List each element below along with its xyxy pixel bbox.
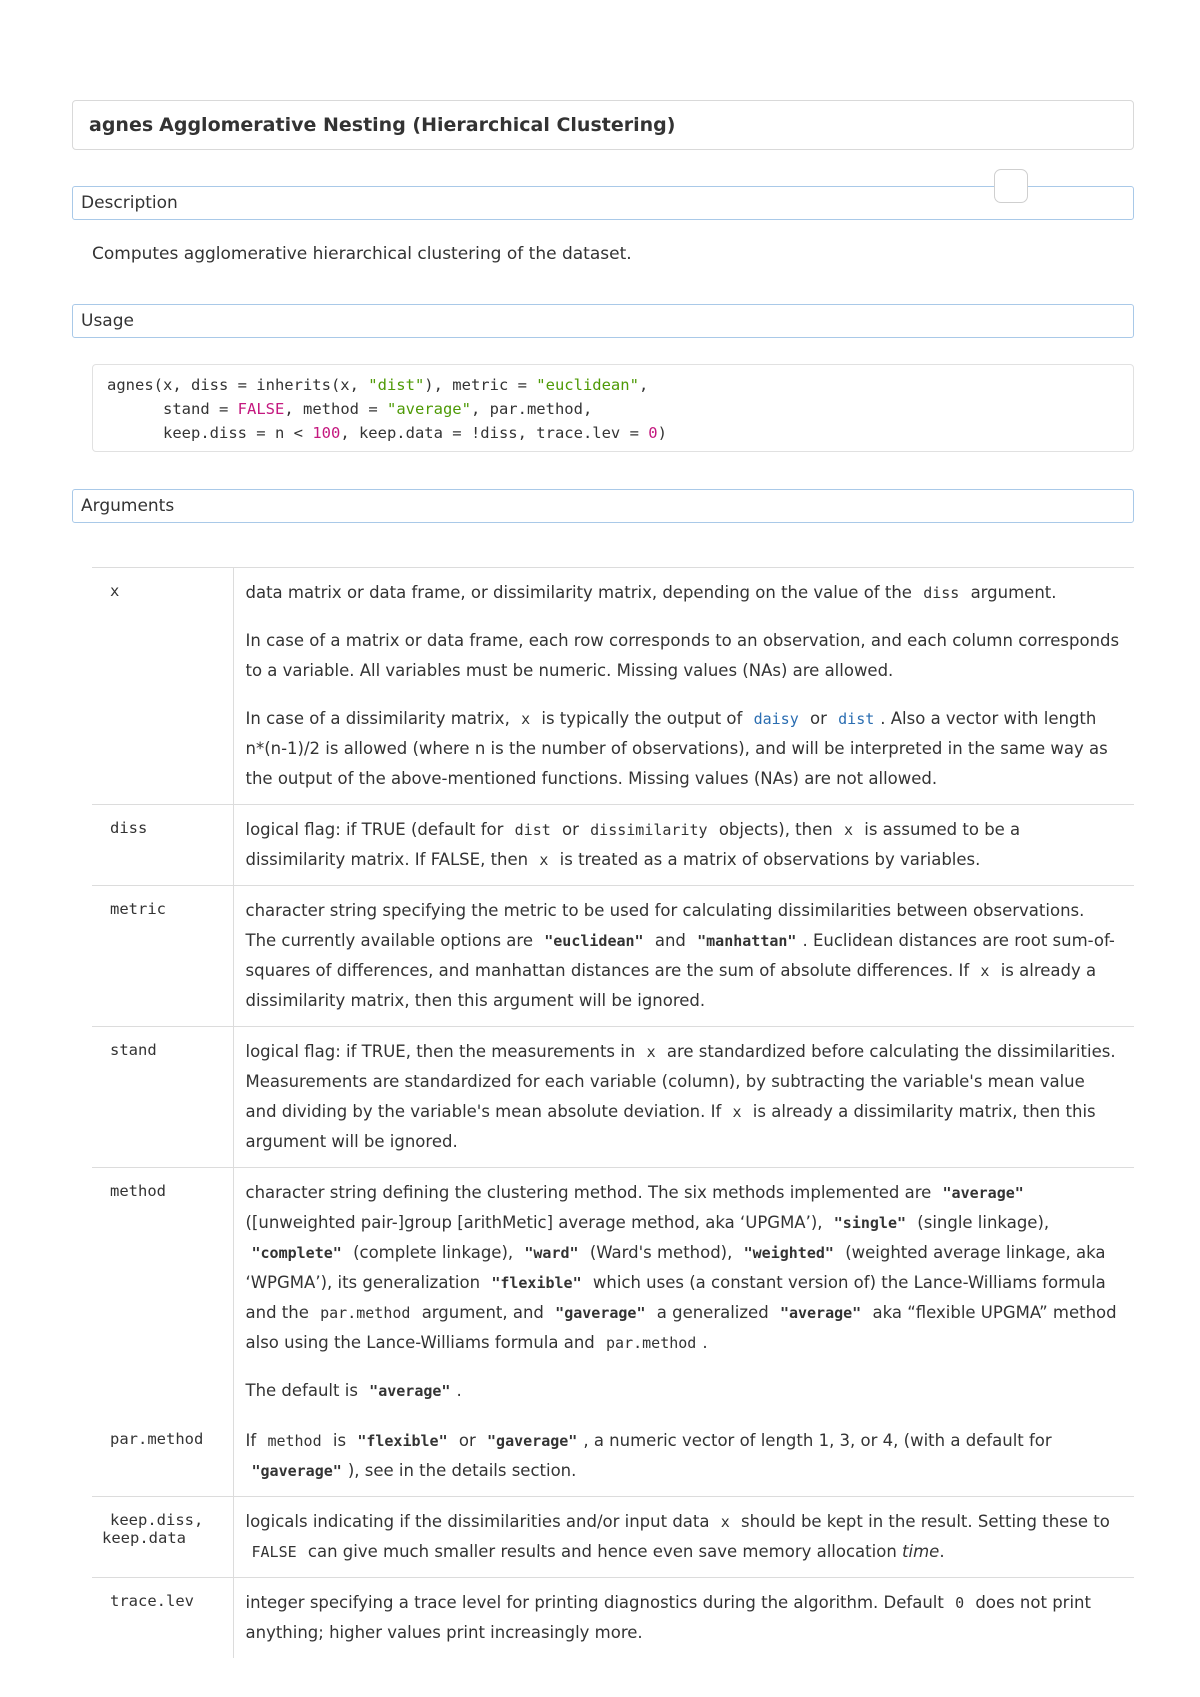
argument-name: stand bbox=[92, 1027, 233, 1168]
text: is already a dissimilarity matrix, then this argument will be ignored. bbox=[245, 1102, 1096, 1151]
text: is bbox=[332, 1431, 347, 1450]
daisy-link[interactable]: daisy bbox=[753, 710, 799, 728]
argument-name bbox=[92, 1497, 233, 1578]
argument-description bbox=[233, 1168, 1134, 1417]
inline-code: "average" bbox=[942, 1184, 1024, 1202]
text: does not print anything; higher values print increasingly more. bbox=[245, 1593, 1091, 1642]
argument-row-keep bbox=[92, 1497, 1134, 1578]
inline-code: x bbox=[843, 821, 853, 839]
code-string: "average" bbox=[386, 400, 471, 418]
inline-code: "complete" bbox=[251, 1244, 342, 1262]
text: objects), then bbox=[718, 820, 833, 839]
argument-row-diss bbox=[92, 805, 1134, 886]
inline-code: par.method bbox=[606, 1334, 697, 1352]
argument-name: par.method bbox=[92, 1416, 233, 1497]
function-name: agnes bbox=[89, 114, 154, 136]
argument-name: method bbox=[92, 1168, 233, 1417]
text: is typically the output of bbox=[541, 709, 743, 728]
code-number: 100 bbox=[312, 424, 341, 442]
description-text: Computes agglomerative hierarchical clustering of the dataset. bbox=[92, 244, 632, 264]
text: logicals indicating if the dissimilarities and/or input data bbox=[245, 1512, 710, 1531]
section-description-header[interactable]: Description bbox=[72, 186, 1134, 220]
code-string: "euclidean" bbox=[536, 376, 639, 394]
code-token: , bbox=[638, 376, 649, 394]
argument-row-metric bbox=[92, 886, 1134, 1027]
text: In case of a dissimilarity matrix, bbox=[245, 709, 510, 728]
inline-code: "flexible" bbox=[357, 1432, 448, 1450]
text: or bbox=[810, 709, 827, 728]
text: (single linkage), bbox=[917, 1213, 1050, 1232]
text: are standardized before calculating the dissimilarities. Measurements are standardized for each variable (column), by subtracting the variable's mean value and dividing by the variable's mean absolute deviation. If bbox=[245, 1042, 1116, 1121]
argument-description bbox=[233, 1416, 1134, 1497]
text: a generalized bbox=[656, 1303, 769, 1322]
inline-code: dist bbox=[514, 821, 551, 839]
text: time bbox=[902, 1542, 940, 1561]
inline-code: "gaverage" bbox=[251, 1462, 342, 1480]
text: The default is bbox=[245, 1381, 358, 1400]
text: (Ward's method), bbox=[589, 1243, 733, 1262]
text: character string specifying the metric to be used for calculating dissimilarities between observations. The currently available options are bbox=[245, 901, 1085, 950]
inline-code: "average" bbox=[779, 1304, 862, 1322]
inline-code: "average" bbox=[369, 1382, 451, 1400]
inline-code: 0 bbox=[955, 1594, 965, 1612]
text: In case of a matrix or data frame, each row corresponds to an observation, and each column corresponds to a variable. All variables must be numeric. Missing values (NAs) are allowed. bbox=[245, 631, 1120, 680]
section-arguments-header[interactable]: Arguments bbox=[72, 489, 1134, 523]
argument-description bbox=[233, 1578, 1134, 1659]
argument-name: metric bbox=[92, 886, 233, 1027]
text: logical flag: if TRUE (default for bbox=[245, 820, 504, 839]
toggle-box[interactable] bbox=[994, 169, 1028, 203]
argument-name: diss bbox=[92, 805, 233, 886]
code-token: ), metric = bbox=[424, 376, 537, 394]
text: . bbox=[702, 1333, 708, 1352]
text: . Euclidean distances are root sum-of-squares of differences, and manhattan distances are the sum of absolute differences. If bbox=[245, 931, 1115, 980]
text: and bbox=[654, 931, 686, 950]
text: If bbox=[245, 1431, 257, 1450]
code-token: agnes(x, diss = inherits(x, bbox=[107, 376, 369, 394]
inline-code: x bbox=[646, 1043, 656, 1061]
page-title bbox=[72, 100, 1134, 150]
text: is assumed to be a dissimilarity matrix. If FALSE, then bbox=[245, 820, 1021, 869]
argument-description bbox=[233, 1027, 1134, 1168]
argument-description bbox=[233, 568, 1134, 805]
text: should be kept in the result. Setting these to bbox=[741, 1512, 1110, 1531]
argument-name: x bbox=[92, 568, 233, 805]
inline-code: x bbox=[732, 1103, 742, 1121]
text: can give much smaller results and hence even save memory allocation bbox=[307, 1542, 897, 1561]
argument-description bbox=[233, 805, 1134, 886]
text: argument. bbox=[970, 583, 1057, 602]
argument-description bbox=[233, 886, 1134, 1027]
text: ([unweighted pair-]group [arithMetic] average method, aka ‘UPGMA’), bbox=[245, 1213, 823, 1232]
text: integer specifying a trace level for printing diagnostics during the algorithm. Default bbox=[245, 1593, 944, 1612]
inline-code: "flexible" bbox=[491, 1274, 582, 1292]
argument-row-par-method bbox=[92, 1416, 1134, 1497]
title-heading: Agglomerative Nesting (Hierarchical Clustering) bbox=[159, 114, 676, 136]
text: . bbox=[939, 1542, 945, 1561]
text: logical flag: if TRUE, then the measurements in bbox=[245, 1042, 636, 1061]
inline-code: "gaverage" bbox=[487, 1432, 578, 1450]
text: . Also a vector with length n*(n-1)/2 is allowed (where n is the number of observations), and will be interpreted in the same way as the output of the above-mentioned functions. Missing values (NAs) are not allowed. bbox=[245, 709, 1108, 788]
code-token: , method = bbox=[284, 400, 387, 418]
inline-code: x bbox=[980, 962, 990, 980]
code-token: keep.diss = n < bbox=[107, 424, 313, 442]
section-usage-header[interactable]: Usage bbox=[72, 304, 1134, 338]
text: (complete linkage), bbox=[353, 1243, 514, 1262]
text: ), see in the details section. bbox=[347, 1461, 577, 1480]
inline-code: "euclidean" bbox=[544, 932, 644, 950]
inline-code: x bbox=[539, 851, 549, 869]
inline-code: "weighted" bbox=[743, 1244, 834, 1262]
text: or bbox=[458, 1431, 476, 1450]
argument-row-stand bbox=[92, 1027, 1134, 1168]
inline-code: FALSE bbox=[251, 1543, 297, 1561]
argument-name: trace.lev bbox=[92, 1578, 233, 1659]
text: which uses (a constant version of) the Lance-Williams formula and the bbox=[245, 1273, 1106, 1322]
text: argument, and bbox=[421, 1303, 544, 1322]
inline-code: method bbox=[267, 1432, 322, 1450]
dist-link[interactable]: dist bbox=[838, 710, 875, 728]
code-token: , par.method, bbox=[470, 400, 593, 418]
inline-code: diss bbox=[923, 584, 960, 602]
code-token: stand = bbox=[107, 400, 238, 418]
text: . bbox=[456, 1381, 462, 1400]
argument-row-trace-lev bbox=[92, 1578, 1134, 1659]
argument-description bbox=[233, 1497, 1134, 1578]
inline-code: "manhattan" bbox=[697, 932, 797, 950]
argument-name-line: keep.diss, bbox=[110, 1511, 204, 1529]
inline-code: x bbox=[720, 1513, 730, 1531]
inline-code: x bbox=[521, 710, 531, 728]
code-keyword: FALSE bbox=[237, 400, 285, 418]
inline-code: "gaverage" bbox=[555, 1304, 646, 1322]
code-token: , keep.data = !diss, trace.lev = bbox=[340, 424, 649, 442]
text: or bbox=[562, 820, 579, 839]
text: aka “flexible UPGMA” method also using the Lance-Williams formula and bbox=[245, 1303, 1117, 1352]
inline-code: par.method bbox=[320, 1304, 411, 1322]
inline-code: "single" bbox=[833, 1214, 907, 1232]
text: (weighted average linkage, aka ‘WPGMA’), its generalization bbox=[245, 1243, 1106, 1292]
code-number: 0 bbox=[648, 424, 658, 442]
inline-code: "ward" bbox=[524, 1244, 579, 1262]
arguments-table bbox=[92, 567, 1134, 1658]
argument-row-method bbox=[92, 1168, 1134, 1417]
code-string: "dist" bbox=[368, 376, 425, 394]
argument-name-line: keep.data bbox=[102, 1529, 186, 1547]
usage-code-block bbox=[92, 364, 1134, 452]
text: data matrix or data frame, or dissimilarity matrix, depending on the value of the bbox=[245, 583, 912, 602]
argument-row-x bbox=[92, 568, 1134, 805]
text: character string defining the clustering method. The six methods implemented are bbox=[245, 1183, 932, 1202]
text: is already a dissimilarity matrix, then this argument will be ignored. bbox=[245, 961, 1097, 1010]
code-token: ) bbox=[657, 424, 667, 442]
inline-code: dissimilarity bbox=[590, 821, 708, 839]
text: is treated as a matrix of observations by variables. bbox=[559, 850, 981, 869]
text: , a numeric vector of length 1, 3, or 4, (with a default for bbox=[583, 1431, 1052, 1450]
